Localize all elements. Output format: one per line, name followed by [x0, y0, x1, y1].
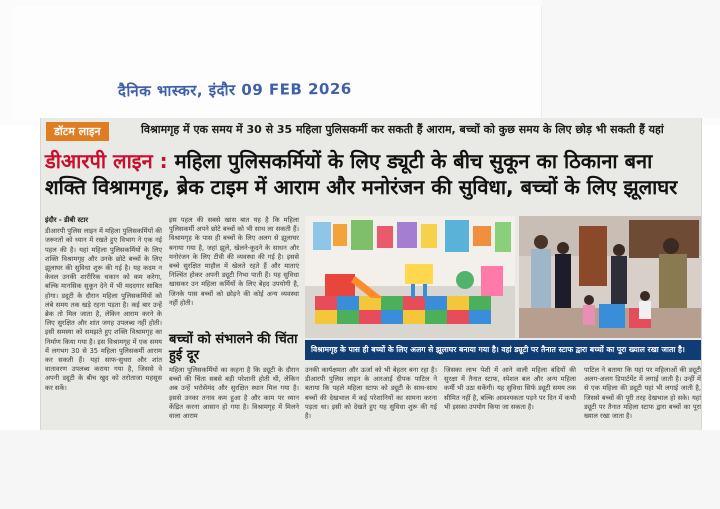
creche-playroom-photo	[305, 216, 515, 338]
newspaper-clipping	[40, 118, 702, 430]
paper-sheet	[12, 6, 542, 120]
article-column-4	[444, 366, 576, 424]
article-column-2	[169, 216, 299, 344]
article-column-1	[45, 216, 162, 422]
article-column-5	[584, 366, 701, 424]
article-column-2b	[169, 366, 299, 424]
dateline: इंदौर - डीबी स्टार	[45, 216, 89, 224]
column-text: इस पहल की सबसे खास बात यह है कि महिला पुलिसकर्मी अपने छोटे बच्चों को भी साथ ला सकती हैं। विश्रामगृह के पास ही बच्चों के लिए अलग से झूलाघर बनाया गया है, जहां झूले, खेलने-कूदने के साधन और मनोरंजन के लिए टीवी की व्यवस्था की गई है। इससे बच्चे सुरक्षित माहौल में खेलते रहते हैं और माताएं निश्चिंत होकर अपनी ड्यूटी निभा पाती हैं। यह सुविधा खासकर उन महिला कर्मियों के लिए बेहद उपयोगी है, जिनके पास बच्चों को छोड़ने की कोई अन्य व्यवस्था नहीं होती।	[169, 216, 299, 307]
women-staff-photo	[519, 216, 701, 338]
column-text: जिसका लाभ पेशी में आने वाली महिला बंदियों की सुरक्षा में तैनात स्टाफ, स्पेशल बल और अन्य महिला कर्मी भी उठा सकेंगी। यह सुविधा सिर्फ ड्यूटी समय तक सीमित नहीं है, बल्कि आवश्यकता पड़ने पर दिन में कभी भी इसका उपयोग किया जा सकता है।	[444, 366, 576, 411]
column-text: पाटिल ने बताया कि यहां पर महिलाओं की ड्यूटी अलग-अलग डिपार्टमेंट में लगाई जाती है। उन्हीं में से एक महिला की ड्यूटी यहां भी लगाई जाती है, जिससे बच्चों की पूरी तरह देखभाल हो सके। यहां ड्यूटी पर तैनात महिला स्टाफ द्वारा बच्चों का पूरा ख्याल रखा जाता है।	[584, 366, 701, 421]
kicker-label: डॉटम लाइन	[46, 122, 109, 141]
newspaper-date-stamp: दैनिक भास्कर, इंदौर 09 FEB 2026	[117, 79, 352, 101]
headline-line2: शक्ति विश्रामगृह, ब्रेक टाइम में आराम और मनोरंजन की सुविधा, बच्चों के लिए झूलाघर	[45, 175, 678, 199]
paper-sheet-right	[542, 0, 720, 118]
staff-illustration	[519, 216, 701, 338]
paper-background-top	[0, 0, 720, 125]
column-text: उनकी कार्यक्षमता और ऊर्जा को भी बेहतर बना रहा है। डीआरपी पुलिस लाइन के आरआई दीपक पाटिल ने बताया कि पहले महिला स्टाफ को ड्यूटी के साथ-साथ बच्चों की देखभाल में कई परेशानियों का सामना करना पड़ता था। इसी को देखते हुए यह सुविधा शुरू की गई है।	[305, 366, 437, 421]
main-headline	[45, 148, 695, 200]
photo-caption: विश्रामगृह के पास ही बच्चों के लिए अलग से झूलाघर बनाया गया है। वहां ड्यूटी पर तैनात स्टाफ द्वारा बच्चों का पूरा ख्याल रखा जाता है।	[305, 340, 701, 360]
column-text: महिला पुलिसकर्मियों का कहना है कि ड्यूटी के दौरान बच्चों की चिंता सबसे बड़ी परेशानी होती थी, लेकिन अब उन्हें भरोसेमंद और सुरक्षित स्थान मिल गया है। इससे उनका तनाव कम हुआ है और काम पर ध्यान केंद्रित करना आसान हो गया है। विश्रामगृह में मिलने वाला आराम	[169, 366, 299, 421]
playroom-illustration	[305, 216, 515, 338]
article-column-3	[305, 366, 437, 424]
headline-location: डीआरपी लाइन :	[45, 149, 168, 173]
column-text: डीआरपी पुलिस लाइन में महिला पुलिसकर्मियों की जरूरतों को ध्यान में रखते हुए विभाग ने एक नई पहल की है। यहां महिला पुलिसकर्मियों के लिए शक्ति विश्रामगृह और उनके छोटे बच्चों के लिए झूलाघर की सुविधा शुरू की गई है। यह कदम न केवल उनकी शारीरिक थकान को कम करेगा, बल्कि मानसिक सुकून देने में भी मददगार साबित होगा। ड्यूटी के दौरान महिला पुलिसकर्मियों को लंबे समय तक खड़े रहना पड़ता है। कई बार उन्हें ब्रेक तो मिल जाता है, लेकिन आराम करने के लिए सुरक्षित और शांत जगह उपलब्ध नहीं होती। इसी समस्या को समझते हुए शक्ति विश्रामगृह का निर्माण किया गया है। इस विश्रामगृह में एक समय में लगभग 30 से 35 महिला पुलिसकर्मी आराम कर सकती हैं। यहां साफ-सुथरा और शांत वातावरण उपलब्ध कराया गया है, जिससे वे अपनी ड्यूटी के बीच खुद को तरोताजा महसूस कर सकें।	[45, 227, 162, 392]
section-subhead: बच्चों को संभालने की चिंता हुई दूर	[169, 332, 298, 363]
headline-line1: महिला पुलिसकर्मियों के लिए ड्यूटी के बीच सुकून का ठिकाना बना	[167, 149, 653, 173]
paper-background-bottom	[0, 430, 720, 509]
sub-headline: विश्रामगृह में एक समय में 30 से 35 महिला पुलिसकर्मी कर सकती हैं आराम, बच्चों को कुछ समय के लिए छोड़ भी सकती हैं यहां	[141, 123, 664, 136]
